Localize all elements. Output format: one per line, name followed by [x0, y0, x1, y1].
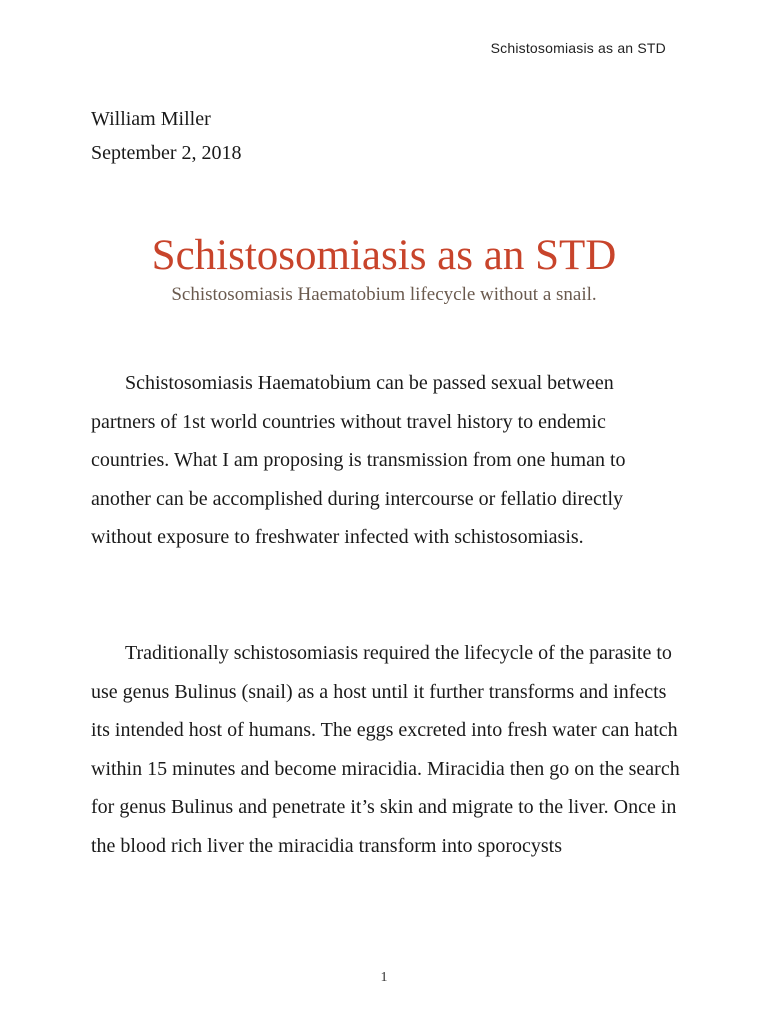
- body-paragraph-2-container: [91, 634, 683, 865]
- author-name: William Miller: [91, 108, 211, 130]
- document-subtitle: Schistosomiasis Haematobium lifecycle without a snail.: [171, 284, 597, 305]
- body-paragraph-1-container: [91, 364, 683, 557]
- document-date: September 2, 2018: [91, 142, 242, 164]
- author-block: [91, 102, 242, 170]
- body-paragraph: Traditionally schistosomiasis required the lifecycle of the parasite to use genus Bulinus (snail) as a host until it further transforms and infects its intended host of humans. The eggs excreted into fresh water can hatch within 15 minutes and become miracidia. Miracidia then go on the search for genus Bulinus and penetrate it’s skin and migrate to the liver. Once in the blood rich liver the miracidia transform into sporocysts: [91, 642, 680, 857]
- page-number: 1: [380, 970, 388, 985]
- body-paragraph: Schistosomiasis Haematobium can be passed sexual between partners of 1st world countries without travel history to endemic countries. What I am proposing is transmission from one human to another can be accomplished during intercourse or fellatio directly without exposure to freshwater infected with schistosomiasis.: [91, 372, 626, 548]
- document-title: Schistosomiasis as an STD: [151, 232, 617, 279]
- running-header: Schistosomiasis as an STD: [490, 40, 666, 56]
